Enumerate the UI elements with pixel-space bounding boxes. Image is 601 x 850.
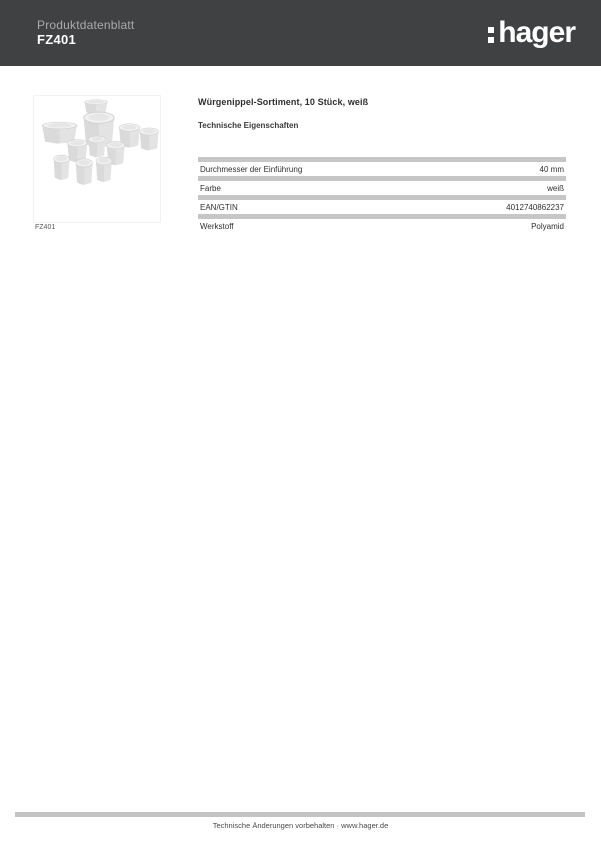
section-heading: Technische Eigenschaften [198, 121, 299, 130]
spec-label: Durchmesser der Einführung [200, 164, 303, 174]
hager-logo-colon-icon [488, 27, 494, 43]
photo-caption: FZ401 [35, 224, 56, 231]
table-row [198, 200, 566, 214]
spec-value: Polyamid [531, 221, 564, 231]
product-title: Würgenippel-Sortiment, 10 Stück, weiß [198, 97, 369, 107]
table-row [198, 162, 566, 176]
brand-name: hager [498, 16, 575, 49]
spec-label: EAN/GTIN [200, 202, 238, 212]
footer-text: Technische Änderungen vorbehalten · www.hager.de [212, 821, 389, 830]
spec-label: Farbe [200, 183, 221, 193]
spec-value: weiß [547, 183, 564, 193]
spec-value: 40 mm [539, 164, 564, 174]
spec-table [198, 157, 566, 233]
product-photo [33, 95, 161, 223]
spec-value: 4012740862237 [506, 202, 564, 212]
table-row [198, 219, 566, 233]
spec-label: Werkstoff [200, 221, 234, 231]
document-type-label: Produktdatenblatt [37, 18, 135, 32]
hager-logo [488, 14, 575, 52]
header-bar [0, 0, 601, 66]
product-code: FZ401 [37, 32, 77, 47]
table-row [198, 181, 566, 195]
footer-divider [15, 812, 585, 817]
grommet-set-illustration [34, 96, 160, 222]
